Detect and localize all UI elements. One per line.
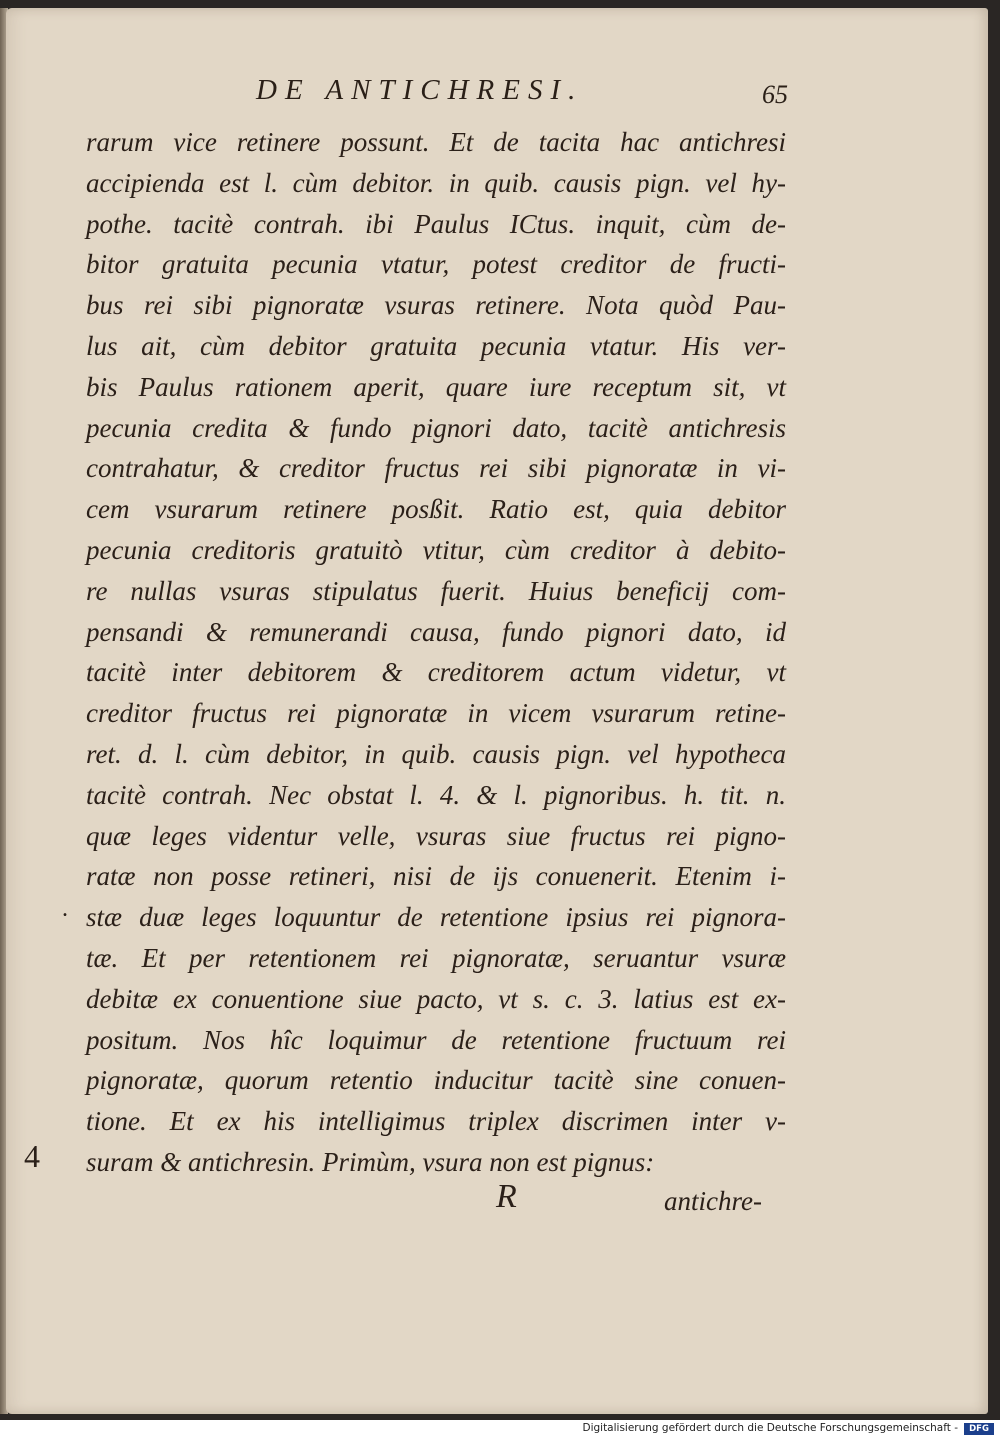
dfg-logo-icon: DFG bbox=[964, 1423, 994, 1435]
text-line: pothe. tacitè contrah. ibi Paulus ICtus. inquit, cùm de- bbox=[86, 208, 786, 239]
page-number: 65 bbox=[762, 80, 788, 109]
text-line: bitor gratuita pecunia vtatur, potest creditor de fructi- bbox=[86, 249, 786, 280]
text-line: bus rei sibi pignoratæ vsuras retinere. Nota quòd Pau- bbox=[86, 290, 786, 321]
text-line: lus ait, cùm debitor gratuita pecunia vtatur. His ver- bbox=[86, 330, 786, 361]
body-text bbox=[86, 122, 786, 1183]
text-line: contrahatur, & creditor fructus rei sibi pignoratæ in vi- bbox=[86, 453, 786, 484]
text-line: rarum vice retinere possunt. Et de tacita hac antichresi bbox=[86, 127, 786, 157]
text-line: pignoratæ, quorum retentio inducitur tacitè sine conuen- bbox=[86, 1065, 786, 1096]
text-line: tacitè inter debitorem & creditorem actum videtur, vt bbox=[86, 657, 786, 688]
text-line: positum. Nos hîc loquimur de retentione fructuum rei bbox=[86, 1024, 786, 1055]
footer-bar bbox=[0, 1420, 1000, 1439]
text-line: suram & antichresin. Primùm, vsura non est pignus: bbox=[86, 1146, 655, 1177]
text-line: ratæ non posse retineri, nisi de ijs conuenerit. Etenim i- bbox=[86, 861, 786, 892]
text-line: bis Paulus rationem aperit, quare iure receptum sit, vt bbox=[86, 371, 786, 402]
text-line: stæ duæ leges loquuntur de retentione ipsius rei pignora- bbox=[86, 902, 786, 933]
text-line: tæ. Et per retentionem rei pignoratæ, seruantur vsuræ bbox=[86, 942, 786, 973]
text-line: creditor fructus rei pignoratæ in vicem vsurarum retine- bbox=[86, 698, 786, 729]
margin-number: 4 bbox=[24, 1138, 40, 1174]
text-line: ret. d. l. cùm debitor, in quib. causis pign. vel hypotheca bbox=[86, 738, 786, 769]
text-line: cem vsurarum retinere posßit. Ratio est, quia debitor bbox=[86, 494, 786, 525]
margin-dot: . bbox=[62, 896, 68, 922]
text-line: pensandi & remunerandi causa, fundo pignori dato, id bbox=[86, 616, 786, 647]
text-line: pecunia credita & fundo pignori dato, tacitè antichresis bbox=[86, 412, 786, 443]
footer-credit: Digitalisierung gefördert durch die Deutsche Forschungsgemeinschaft - bbox=[582, 1422, 958, 1434]
text-line: re nullas vsuras stipulatus fuerit. Huius beneficij com- bbox=[86, 575, 786, 606]
text-line: accipienda est l. cùm debitor. in quib. causis pign. vel hy- bbox=[86, 167, 786, 198]
text-line: quæ leges videntur velle, vsuras siue fructus rei pigno- bbox=[86, 820, 786, 851]
text-line: tacitè contrah. Nec obstat l. 4. & l. pignoribus. h. tit. n. bbox=[86, 779, 786, 810]
text-line: tione. Et ex his intelligimus triplex discrimen inter v- bbox=[86, 1106, 786, 1137]
text-line: pecunia creditoris gratuitò vtitur, cùm creditor à debito- bbox=[86, 534, 786, 565]
text-line: debitæ ex conuentione siue pacto, vt s. c. 3. latius est ex- bbox=[86, 983, 786, 1014]
running-head: DE ANTICHRESI. bbox=[256, 74, 584, 106]
catchword: antichre- bbox=[664, 1186, 762, 1216]
signature-mark: R bbox=[496, 1178, 517, 1215]
